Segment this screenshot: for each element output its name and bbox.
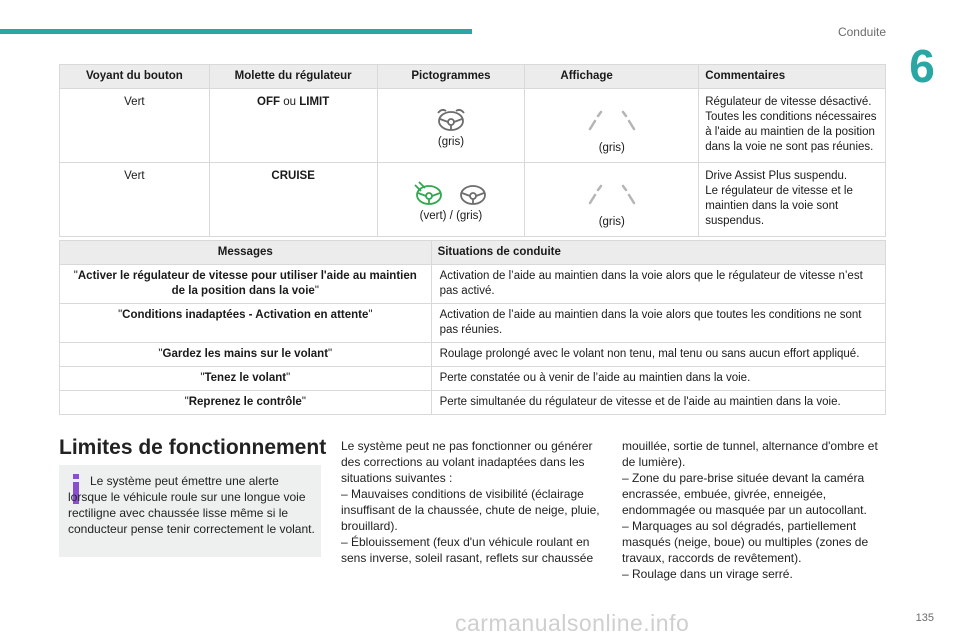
comment-line: Régulateur de vitesse désactivé. [705, 96, 872, 108]
messages-table [59, 240, 886, 415]
info-box [59, 465, 321, 557]
watermark: carmanualsonline.info [455, 610, 690, 636]
steering-wheel-hands-icon [434, 105, 468, 135]
message-text: Gardez les mains sur le volant [162, 348, 329, 360]
table-row [60, 89, 886, 163]
comment-cell [699, 89, 886, 163]
molette-value: OFF [257, 96, 281, 108]
header-accent-bar [0, 29, 472, 34]
steering-wheel-green-icon [412, 179, 446, 209]
pictogram-cell [377, 163, 525, 237]
table-row [60, 163, 886, 237]
paragraph: – Marquages au sol dégradés, partiellement masqués (neige, boue) ou multiples (zones de travaux, raccords de revêtement). [622, 519, 869, 565]
table-row [60, 304, 886, 343]
message-text: Conditions inadaptées - Activation en attente [122, 309, 369, 321]
lane-marking-left-icon [587, 184, 603, 206]
comment-line: Drive Assist Plus suspendu. [705, 170, 848, 182]
table-header-cell: Voyant du bouton [60, 65, 210, 89]
comment-line: Le régulateur de vitesse et le maintien dans la voie sont suspendus. [705, 185, 853, 227]
table-header-cell: Molette du régulateur [209, 65, 377, 89]
pictogram-cell [377, 89, 525, 163]
pictogram-caption: (vert) / (gris) [419, 210, 483, 222]
table-header-cell: Pictogrammes [377, 65, 525, 89]
paragraph: – Éblouissement (feux d'un véhicule roulant en sens inverse, soleil rasant, reflets sur chaussée [341, 535, 594, 565]
message-text: Tenez le volant [204, 372, 287, 384]
table-header-cell: Commentaires [699, 65, 886, 89]
section-title: Limites de fonctionnement [59, 436, 327, 459]
lane-marking-right-icon [621, 184, 637, 206]
table-header-cell: Situations de conduite [431, 241, 885, 265]
message-cell: "Conditions inadaptées - Activation en attente" [60, 304, 432, 343]
comment-line: Toutes les conditions nécessaires à l'aide au maintien de la position dans la voie ne sont pas réunies. [705, 111, 877, 153]
situation-cell: Activation de l’aide au maintien dans la voie alors que toutes les conditions ne sont pas réunies. [431, 304, 885, 343]
situation-cell: Roulage prolongé avec le volant non tenu, mal tenu ou sans aucun effort appliqué. [431, 343, 885, 367]
text-column-3 [622, 438, 890, 582]
display-cell [525, 163, 699, 237]
table-row [60, 367, 886, 391]
molette-value: CRUISE [271, 170, 315, 182]
info-text: Le système peut émettre une alerte lorsque le véhicule roule sur une longue voie rectiligne avec chaussée lisse même si le conducteur pense tenir correctement le volant. [68, 474, 315, 536]
paragraph: – Mauvaises conditions de visibilité (éclairage insuffisant de la chaussée, chute de neige, pluie, brouillard). [341, 487, 600, 533]
table-header-cell: Messages [60, 241, 432, 265]
lane-marking-right-icon [621, 110, 637, 132]
steering-wheel-grey-icon [456, 179, 490, 209]
situation-cell: Perte constatée ou à venir de l’aide au maintien dans la voie. [431, 367, 885, 391]
paragraph: – Zone du pare-brise située devant la caméra encrassée, embuée, givrée, enneigée, endommagée ou masquée par un autocollant. [622, 471, 867, 517]
table-row [60, 265, 886, 304]
molette-cell [209, 89, 377, 163]
table-header-row [60, 65, 886, 89]
table-row [60, 343, 886, 367]
voyant-cell: Vert [60, 89, 210, 163]
message-cell: "Activer le régulateur de vitesse pour utiliser l'aide au maintien de la position dans la voie" [60, 265, 432, 304]
message-text: Activer le régulateur de vitesse pour utiliser l'aide au maintien de la position dans la voie [77, 270, 417, 297]
pictogram-caption: (gris) [437, 136, 465, 148]
paragraph: – Roulage dans un virage serré. [622, 567, 793, 581]
display-caption: (gris) [598, 216, 625, 228]
header-section-title: Conduite [837, 25, 886, 39]
chapter-number: 6 [909, 40, 935, 92]
molette-separator: ou [280, 96, 300, 108]
voyant-cell: Vert [60, 163, 210, 237]
table-row [60, 391, 886, 415]
lane-marking-left-icon [587, 110, 603, 132]
molette-cell [209, 163, 377, 237]
table-header-cell: Affichage [525, 65, 699, 89]
text-column-2 [341, 438, 603, 566]
page-number: 135 [915, 612, 934, 624]
paragraph: Le système peut ne pas fonctionner ou générer des corrections au volant inadaptées dans les situations suivantes : [341, 439, 593, 485]
message-cell: "Reprenez le contrôle" [60, 391, 432, 415]
comment-cell [699, 163, 886, 237]
display-caption: (gris) [598, 142, 625, 154]
situation-cell: Activation de l’aide au maintien dans la voie alors que le régulateur de vitesse n’est pas activé. [431, 265, 885, 304]
message-text: Reprenez le contrôle [188, 396, 302, 408]
indicator-table [59, 64, 886, 237]
message-cell: "Tenez le volant" [60, 367, 432, 391]
paragraph: mouillée, sortie de tunnel, alternance d'ombre et de lumière). [622, 439, 878, 469]
message-cell: "Gardez les mains sur le volant" [60, 343, 432, 367]
table-header-row [60, 241, 886, 265]
molette-value: LIMIT [299, 96, 330, 108]
display-cell [525, 89, 699, 163]
situation-cell: Perte simultanée du régulateur de vitesse et de l'aide au maintien dans la voie. [431, 391, 885, 415]
